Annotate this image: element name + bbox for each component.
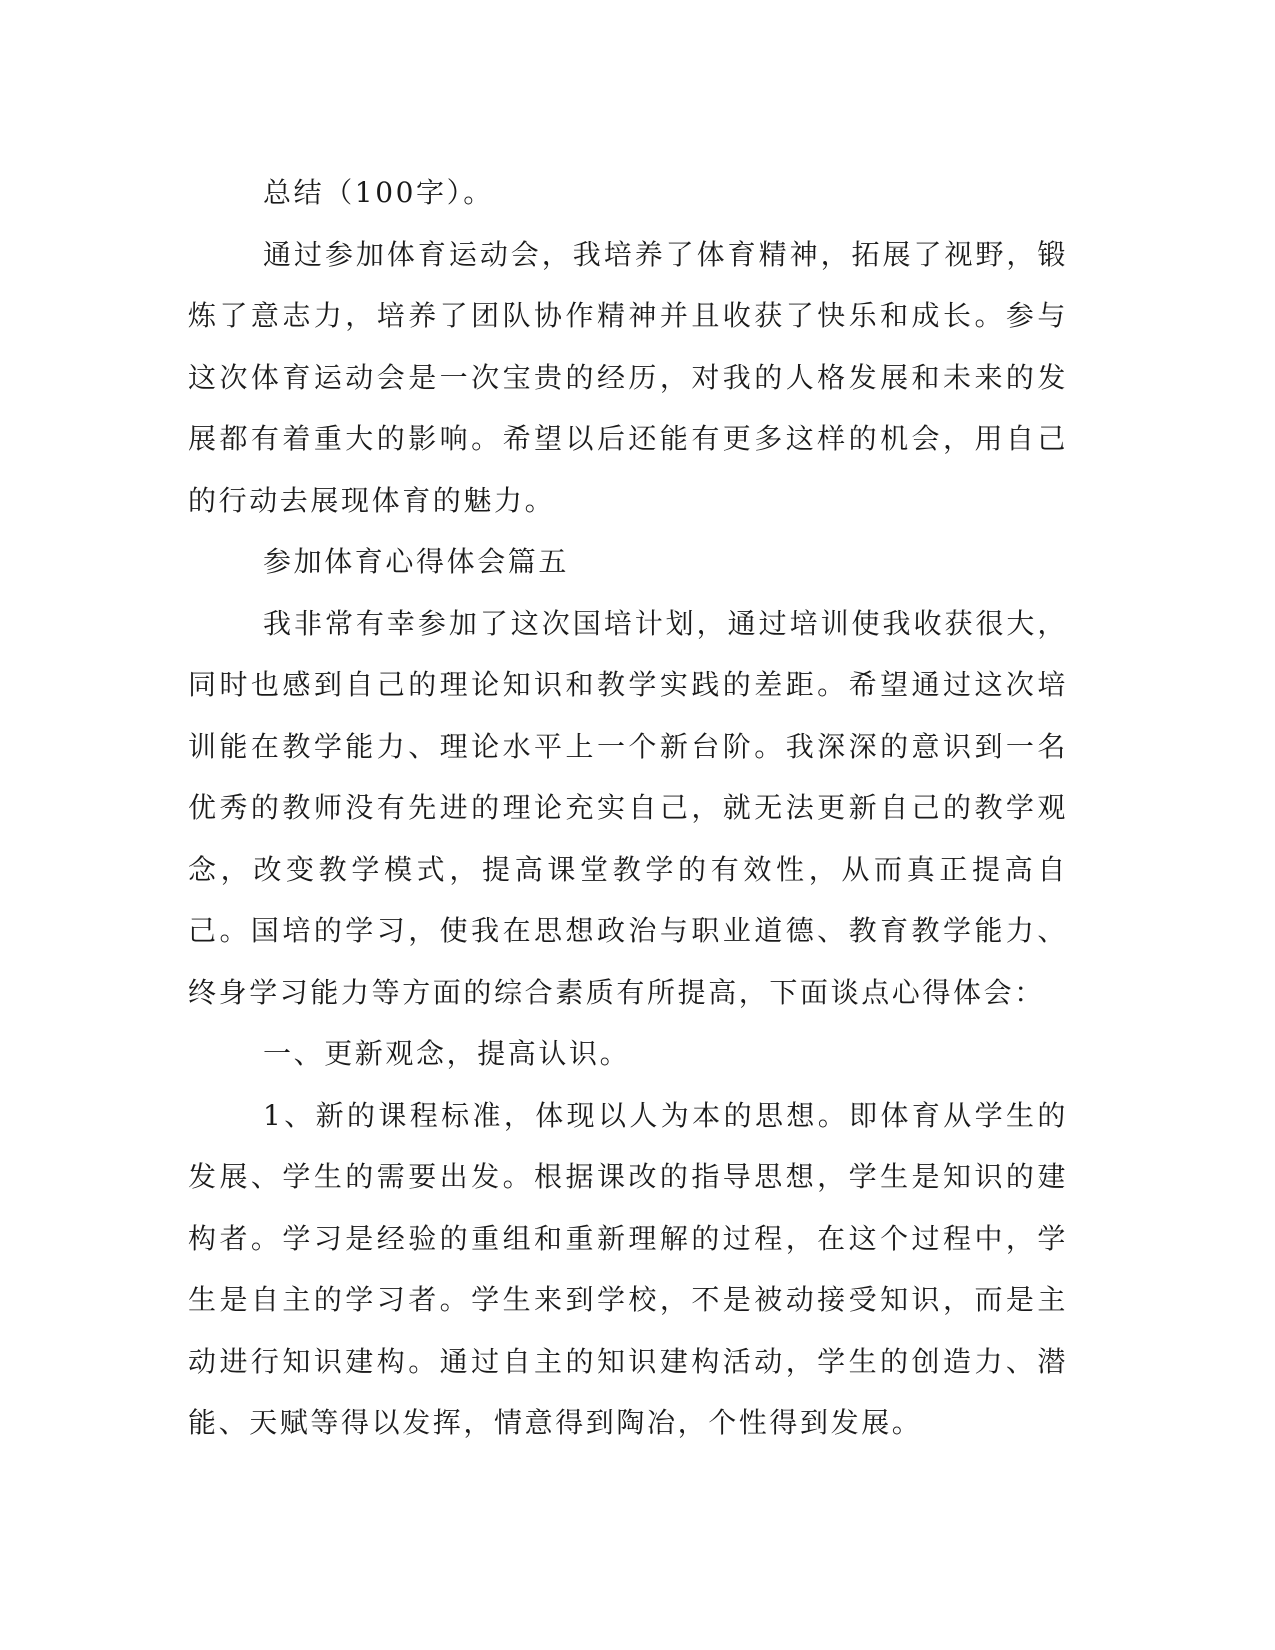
point-paragraph: 1、新的课程标准，体现以人为本的思想。即体育从学生的发展、学生的需要出发。根据课改的指导思想，学生是知识的建构者。学习是经验的重组和重新理解的过程，在这个过程中，学生是自主的学习者。学生来到学校，不是被动接受知识，而是主动进行知识建构。通过自主的知识建构活动，学生的创造力、潜能、天赋等得以发挥，情意得到陶冶，个性得到发展。 [188, 1098, 1068, 1439]
intro-paragraph: 我非常有幸参加了这次国培计划，通过培训使我收获很大，同时也感到自己的理论知识和教学实践的差距。希望通过这次培训能在教学能力、理论水平上一个新台阶。我深深的意识到一名优秀的教师没有先进的理论充实自己，就无法更新自己的教学观念，改变教学模式，提高课堂教学的有效性，从而真正提高自己。国培的学习，使我在思想政治与职业道德、教育教学能力、终身学习能力等方面的综合素质有所提高，下面谈点心得体会： [188, 606, 1068, 1009]
summary-paragraph: 通过参加体育运动会，我培养了体育精神，拓展了视野，锻炼了意志力，培养了团队协作精神并且收获了快乐和成长。参与这次体育运动会是一次宝贵的经历，对我的人格发展和未来的发展都有着重大的影响。希望以后还能有更多这样的机会，用自己的行动去展现体育的魅力。 [188, 237, 1068, 517]
subsection-heading: 一、更新观念，提高认识。 [263, 1037, 631, 1070]
section-title: 参加体育心得体会篇五 [263, 545, 570, 578]
summary-heading: 总结（100字）。 [263, 176, 494, 209]
document-body [188, 162, 1068, 1454]
